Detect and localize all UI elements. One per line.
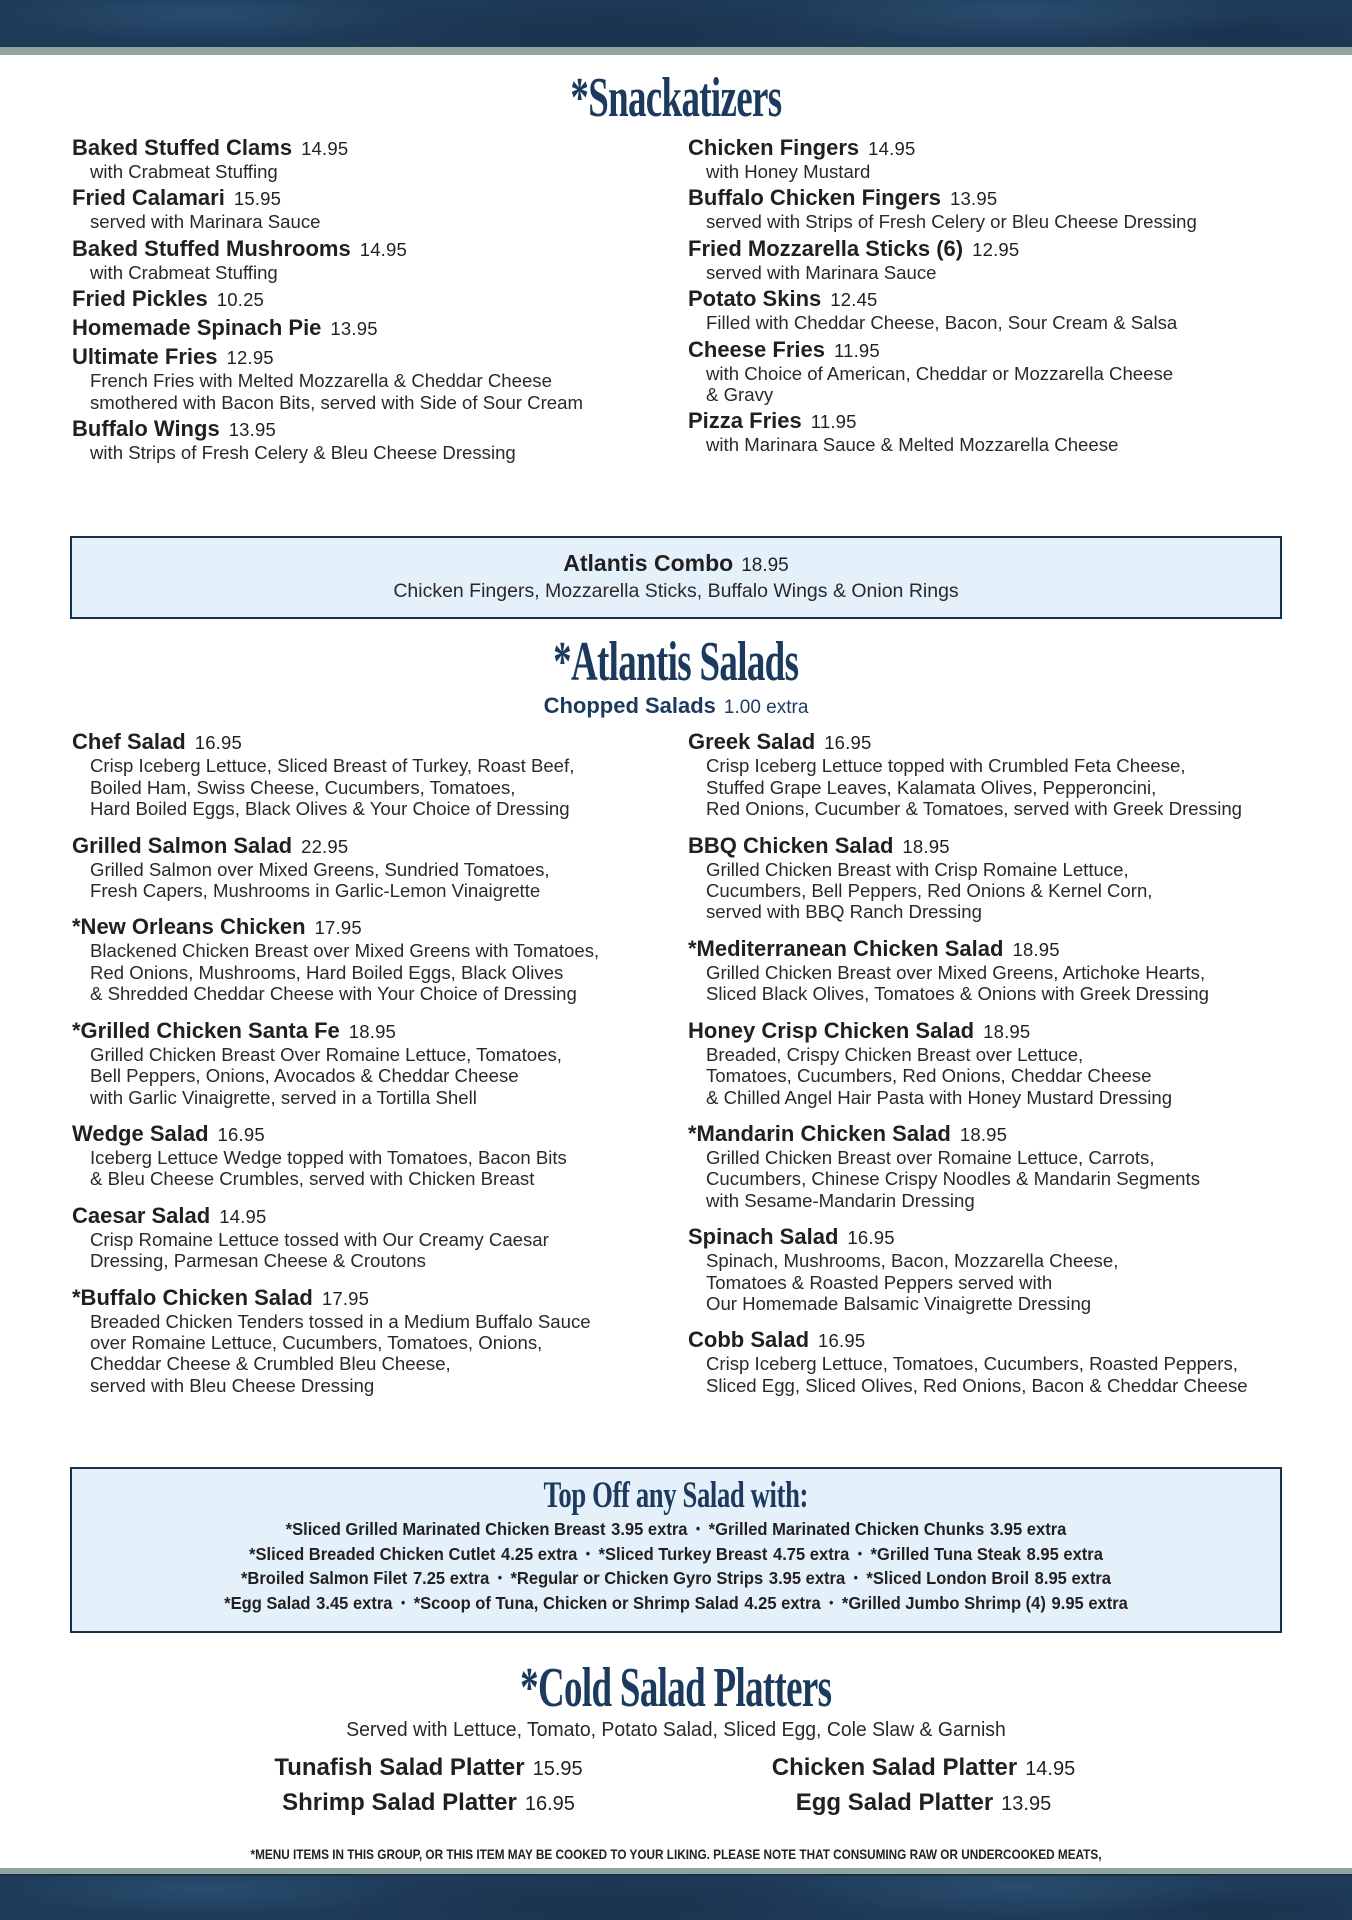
item-name: *Mediterranean Chicken Salad [688, 935, 1004, 961]
item-description-line: Spinach, Mushrooms, Bacon, Mozzarella Cheese, [706, 1250, 1119, 1272]
topoff-item-name: *Scoop of Tuna, Chicken or Shrimp Salad [413, 1592, 739, 1613]
item-price: 18.95 [902, 835, 950, 857]
menu-item [72, 1018, 688, 1108]
topoff-item-name: *Regular or Chicken Gyro Strips [510, 1568, 764, 1589]
item-price: 14.95 [301, 138, 349, 159]
item-description-line: served with BBQ Ranch Dressing [706, 901, 982, 923]
combo-heading [82, 550, 1270, 577]
item-description-line: French Fries with Melted Mozzarella & Cheddar Cheese [90, 370, 552, 392]
item-price: 16.95 [818, 1330, 866, 1352]
platter-item [676, 1789, 1171, 1817]
platter-name: Tunafish Salad Platter [274, 1754, 525, 1782]
item-name-line [688, 286, 1294, 312]
item-name-line [72, 416, 688, 442]
topoff-title: Top Off any Salad with: [543, 1475, 809, 1517]
menu-item [688, 135, 1294, 182]
snackatizers-section-title [0, 69, 1352, 127]
platter-price: 14.95 [1025, 1758, 1076, 1781]
topoff-item-name: *Grilled Tuna Steak [870, 1543, 1021, 1564]
item-description-line: Hard Boiled Eggs, Black Olives & Your Choice of Dressing [90, 798, 570, 820]
item-price: 16.95 [194, 732, 242, 754]
topoff-item-price: 4.75 extra [773, 1543, 850, 1564]
item-name: Potato Skins [688, 286, 822, 312]
item-name: *Grilled Chicken Santa Fe [72, 1017, 340, 1043]
menu-item [72, 1203, 688, 1272]
topoff-lines [80, 1517, 1272, 1615]
item-price: 18.95 [983, 1020, 1031, 1042]
item-name-line [72, 344, 688, 370]
item-description-line: & Chilled Angel Hair Pasta with Honey Mustard Dressing [706, 1086, 1173, 1108]
item-description-line: Bell Peppers, Onions, Avocados & Cheddar Cheese [90, 1065, 519, 1087]
item-description-line: Crisp Iceberg Lettuce topped with Crumbled Feta Cheese, [706, 755, 1186, 777]
menu-item [688, 236, 1294, 283]
platters-subtitle: Served with Lettuce, Tomato, Potato Salad, Sliced Egg, Cole Slaw & Garnish [346, 1719, 1006, 1742]
item-description-line: Grilled Salmon over Mixed Greens, Sundried Tomatoes, [90, 858, 550, 880]
topoff-item-price: 4.25 extra [500, 1543, 578, 1564]
item-name-line [72, 1203, 688, 1229]
topoff-item-price: 9.95 extra [1051, 1592, 1128, 1613]
item-name-line [72, 315, 688, 341]
item-name-line [688, 1327, 1294, 1353]
item-description-line: Tomatoes, Cucumbers, Red Onions, Cheddar Cheese [706, 1065, 1152, 1087]
chopped-price: 1.00 extra [723, 697, 809, 719]
topoff-item-name: *Grilled Marinated Chicken Chunks [708, 1519, 985, 1540]
item-name: *New Orleans Chicken [72, 914, 306, 940]
item-description-line: Red Onions, Mushrooms, Hard Boiled Eggs, Black Olives [90, 961, 564, 983]
item-name-line [72, 135, 688, 161]
menu-item [688, 1224, 1294, 1314]
item-name: Honey Crisp Chicken Salad [688, 1017, 975, 1043]
item-description-line: Cucumbers, Bell Peppers, Red Onions & Kernel Corn, [706, 880, 1153, 902]
item-price: 11.95 [810, 411, 857, 433]
platters-grid [181, 1754, 1171, 1817]
item-price: 17.95 [321, 1287, 370, 1309]
topoff-line [116, 1542, 1236, 1567]
item-name: Caesar Salad [72, 1202, 211, 1228]
topoff-item-price: 3.95 extra [768, 1568, 846, 1589]
topoff-item-price: 3.45 extra [316, 1592, 393, 1613]
item-price: 15.95 [233, 188, 282, 210]
bullet-separator: • [853, 1570, 858, 1586]
snackatizers-columns [0, 135, 1352, 466]
topoff-item-price: 3.95 extra [990, 1519, 1067, 1540]
menu-item [688, 936, 1294, 1005]
platter-price: 13.95 [1001, 1793, 1052, 1816]
item-name: Chicken Fingers [688, 135, 860, 160]
menu-item [72, 236, 688, 283]
item-description-line: & Shredded Cheddar Cheese with Your Choice of Dressing [90, 983, 577, 1005]
item-name-line [72, 914, 688, 940]
menu-item [688, 185, 1294, 232]
menu-item [72, 416, 688, 463]
menu-item [72, 185, 688, 232]
item-description-line: served with Marinara Sauce [90, 211, 321, 233]
item-name: Baked Stuffed Mushrooms [72, 235, 351, 261]
topoff-item-name: *Sliced Breaded Chicken Cutlet [249, 1543, 496, 1564]
platter-price: 15.95 [532, 1758, 583, 1781]
menu-item [72, 315, 688, 341]
item-description-line: Fresh Capers, Mushrooms in Garlic-Lemon Vinaigrette [90, 880, 541, 902]
header-band [0, 0, 1352, 49]
menu-item [72, 729, 688, 819]
menu-item [72, 833, 688, 902]
item-name: Baked Stuffed Clams [72, 135, 293, 160]
item-price: 22.95 [301, 835, 349, 857]
salads-section-title [0, 631, 1352, 694]
topoff-item-name: *Egg Salad [224, 1592, 311, 1613]
item-price: 18.95 [1012, 938, 1060, 960]
item-description-line: Boiled Ham, Swiss Cheese, Cucumbers, Tomatoes, [90, 776, 516, 798]
topoff-line [116, 1591, 1236, 1616]
item-name-line [72, 185, 688, 211]
item-name: Spinach Salad [688, 1224, 839, 1250]
item-name: Buffalo Wings [72, 416, 220, 442]
topoff-title-wrap [80, 1475, 1272, 1517]
salads-left-column [72, 729, 688, 1409]
section-title-text: *Snackatizers [570, 67, 782, 129]
bullet-separator: • [497, 1570, 503, 1586]
item-description-line: Sliced Egg, Sliced Olives, Red Onions, Bacon & Cheddar Cheese [706, 1374, 1248, 1396]
item-price: 11.95 [833, 339, 880, 361]
item-name-line [688, 1018, 1294, 1044]
menu-item [688, 1018, 1294, 1108]
item-price: 16.95 [847, 1227, 895, 1249]
topoff-item-price: 7.25 extra [412, 1568, 490, 1589]
item-name: Homemade Spinach Pie [72, 315, 322, 341]
item-description-line: with Garlic Vinaigrette, served in a Tortilla Shell [90, 1086, 477, 1108]
item-name-line [72, 1121, 688, 1147]
item-name-line [688, 833, 1294, 859]
item-name-line [688, 408, 1294, 434]
topoff-box [70, 1467, 1282, 1633]
item-description-line: Grilled Chicken Breast with Crisp Romaine Lettuce, [706, 858, 1129, 880]
bullet-separator: • [400, 1594, 406, 1610]
topoff-item-name: *Broiled Salmon Filet [240, 1568, 408, 1589]
bullet-separator: • [695, 1521, 701, 1537]
item-description-line: Sliced Black Olives, Tomatoes & Onions with Greek Dressing [706, 983, 1209, 1005]
platter-item [181, 1754, 676, 1782]
item-name-line [688, 236, 1294, 262]
item-name-line [72, 1018, 688, 1044]
menu-item [72, 135, 688, 182]
item-name: Grilled Salmon Salad [72, 832, 293, 858]
salads-right-column [688, 729, 1294, 1409]
item-description-line: Crisp Iceberg Lettuce, Tomatoes, Cucumbers, Roasted Peppers, [706, 1353, 1238, 1375]
item-name: Pizza Fries [688, 408, 802, 434]
item-description-line: with Crabmeat Stuffing [90, 261, 278, 283]
item-description-line: Grilled Chicken Breast over Mixed Greens, Artichoke Hearts, [706, 961, 1206, 983]
bullet-separator: • [829, 1594, 834, 1610]
snackatizers-left-column [72, 135, 688, 466]
platter-item [181, 1789, 676, 1817]
item-name-line [688, 936, 1294, 962]
snackatizers-right-column [688, 135, 1294, 466]
item-description-line: Iceberg Lettuce Wedge topped with Tomatoes, Bacon Bits [90, 1146, 567, 1168]
menu-item [688, 1121, 1294, 1211]
item-name: *Buffalo Chicken Salad [72, 1284, 313, 1310]
item-name: Fried Calamari [72, 185, 225, 211]
platter-name: Egg Salad Platter [795, 1789, 994, 1817]
chopped-label: Chopped Salads [543, 693, 716, 719]
item-description-line: Blackened Chicken Breast over Mixed Greens with Tomatoes, [90, 940, 600, 962]
topoff-line [116, 1517, 1236, 1542]
bullet-separator: • [585, 1545, 591, 1561]
item-price: 18.95 [348, 1020, 397, 1042]
item-description-line: Crisp Romaine Lettuce tossed with Our Creamy Caesar [90, 1228, 549, 1250]
item-name-line [688, 1224, 1294, 1250]
item-name: Ultimate Fries [72, 344, 218, 370]
item-description-line: served with Marinara Sauce [706, 261, 937, 283]
item-price: 12.95 [226, 347, 274, 369]
item-description-line: Breaded, Crispy Chicken Breast over Lettuce, [706, 1043, 1084, 1065]
item-name: Cheese Fries [688, 336, 825, 362]
item-description-line: Filled with Cheddar Cheese, Bacon, Sour Cream & Salsa [706, 312, 1178, 334]
menu-item [688, 408, 1294, 455]
item-description-line: served with Bleu Cheese Dressing [90, 1374, 375, 1396]
bullet-separator: • [857, 1545, 863, 1561]
item-price: 18.95 [959, 1123, 1008, 1145]
menu-item [688, 1327, 1294, 1396]
header-stripe [0, 47, 1352, 55]
item-description-line: over Romaine Lettuce, Cucumbers, Tomatoes, Onions, [90, 1331, 543, 1353]
item-description-line: Grilled Chicken Breast Over Romaine Lettuce, Tomatoes, [90, 1043, 562, 1065]
disclaimer-line: *MENU ITEMS IN THIS GROUP, OR THIS ITEM MAY BE COOKED TO YOUR LIKING. PLEASE NOTE THAT CONSUMING RAW OR UNDERCOOKED MEATS, [250, 1846, 1102, 1863]
menu-item [72, 1285, 688, 1397]
topoff-item-name: *Sliced Grilled Marinated Chicken Breast [285, 1519, 606, 1540]
platter-name: Shrimp Salad Platter [282, 1789, 517, 1817]
menu-item [688, 337, 1294, 406]
item-price: 14.95 [359, 238, 407, 260]
item-description-line: Tomatoes & Roasted Peppers served with [706, 1271, 1053, 1293]
topoff-item-name: *Grilled Jumbo Shrimp (4) [841, 1592, 1046, 1613]
platter-item [676, 1754, 1171, 1782]
item-description-line: with Sesame-Mandarin Dressing [706, 1189, 975, 1211]
menu-item [688, 286, 1294, 333]
topoff-item-name: *Sliced London Broil [866, 1568, 1030, 1589]
chopped-salads-note [0, 693, 1352, 719]
item-description-line: with Strips of Fresh Celery & Bleu Cheese Dressing [90, 442, 516, 464]
item-description-line: Dressing, Parmesan Cheese & Croutons [90, 1250, 426, 1272]
item-description-line: & Gravy [706, 384, 774, 406]
item-price: 14.95 [219, 1205, 267, 1227]
item-name-line [72, 286, 688, 312]
atlantis-combo-box [70, 536, 1282, 619]
item-description-line: & Bleu Cheese Crumbles, served with Chicken Breast [90, 1168, 535, 1190]
item-price: 10.25 [216, 289, 265, 311]
item-name: Fried Mozzarella Sticks (6) [688, 235, 964, 261]
item-description-line: Cucumbers, Chinese Crispy Noodles & Mandarin Segments [706, 1168, 1200, 1190]
platter-price: 16.95 [524, 1793, 575, 1816]
menu-item [72, 344, 688, 413]
platters-section-title [0, 1657, 1352, 1720]
item-description-line: Red Onions, Cucumber & Tomatoes, served with Greek Dressing [706, 798, 1243, 820]
section-title-text: *Cold Salad Platters [520, 1657, 832, 1720]
menu-item [688, 833, 1294, 923]
menu-item [72, 914, 688, 1004]
item-name-line [688, 1121, 1294, 1147]
item-description-line: Our Homemade Balsamic Vinaigrette Dressing [706, 1292, 1092, 1314]
topoff-item-price: 3.95 extra [611, 1519, 688, 1540]
item-description-line: served with Strips of Fresh Celery or Bleu Cheese Dressing [706, 211, 1197, 233]
item-description-line: Crisp Iceberg Lettuce, Sliced Breast of Turkey, Roast Beef, [90, 755, 575, 777]
item-description-line: Cheddar Cheese & Crumbled Bleu Cheese, [90, 1353, 451, 1375]
item-name: Fried Pickles [72, 286, 208, 312]
item-name-line [72, 1285, 688, 1311]
salads-columns [0, 729, 1352, 1409]
menu-item [72, 1121, 688, 1190]
topoff-item-name: *Sliced Turkey Breast [598, 1543, 768, 1564]
item-description-line: Stuffed Grape Leaves, Kalamata Olives, Pepperoncini, [706, 776, 1157, 798]
item-description-line: with Choice of American, Cheddar or Mozzarella Cheese [706, 362, 1174, 384]
item-name-line [688, 729, 1294, 755]
topoff-item-price: 8.95 extra [1026, 1543, 1103, 1564]
item-price: 13.95 [228, 419, 276, 441]
item-name: Greek Salad [688, 729, 816, 755]
menu-item [72, 286, 688, 312]
item-price: 16.95 [824, 732, 872, 754]
combo-price: 18.95 [741, 555, 789, 577]
topoff-item-price: 4.25 extra [744, 1592, 821, 1613]
item-name-line [688, 135, 1294, 161]
item-price: 17.95 [314, 917, 362, 939]
item-description-line: with Crabmeat Stuffing [90, 161, 278, 182]
item-name: Wedge Salad [72, 1120, 209, 1146]
item-description-line: with Marinara Sauce & Melted Mozzarella Cheese [706, 434, 1119, 456]
item-name: Buffalo Chicken Fingers [688, 185, 942, 211]
item-name-line [72, 236, 688, 262]
item-name-line [72, 729, 688, 755]
section-title-text: *Atlantis Salads [553, 631, 799, 694]
item-name: *Mandarin Chicken Salad [688, 1120, 951, 1146]
item-description-line: smothered with Bacon Bits, served with Side of Sour Cream [90, 391, 583, 413]
item-price: 16.95 [217, 1123, 265, 1145]
item-price: 13.95 [330, 318, 378, 340]
item-name: BBQ Chicken Salad [688, 832, 894, 858]
item-name-line [688, 185, 1294, 211]
combo-name: Atlantis Combo [563, 550, 734, 577]
item-name-line [72, 833, 688, 859]
topoff-item-price: 8.95 extra [1034, 1568, 1112, 1589]
menu-item [688, 729, 1294, 819]
menu-page [0, 55, 1352, 1882]
item-name: Cobb Salad [688, 1327, 810, 1353]
item-name: Chef Salad [72, 729, 186, 755]
item-name-line [688, 337, 1294, 363]
topoff-line [116, 1566, 1236, 1591]
item-price: 12.95 [972, 238, 1020, 260]
item-description-line: Breaded Chicken Tenders tossed in a Medium Buffalo Sauce [90, 1310, 591, 1332]
item-price: 14.95 [868, 138, 916, 159]
footer-band [0, 1874, 1352, 1920]
item-price: 12.45 [830, 289, 878, 311]
platter-name: Chicken Salad Platter [771, 1754, 1018, 1782]
item-price: 13.95 [950, 188, 998, 210]
item-description-line: with Honey Mustard [706, 161, 871, 182]
item-description-line: Grilled Chicken Breast over Romaine Lettuce, Carrots, [706, 1146, 1155, 1168]
combo-description: Chicken Fingers, Mozzarella Sticks, Buffalo Wings & Onion Rings [393, 580, 959, 603]
